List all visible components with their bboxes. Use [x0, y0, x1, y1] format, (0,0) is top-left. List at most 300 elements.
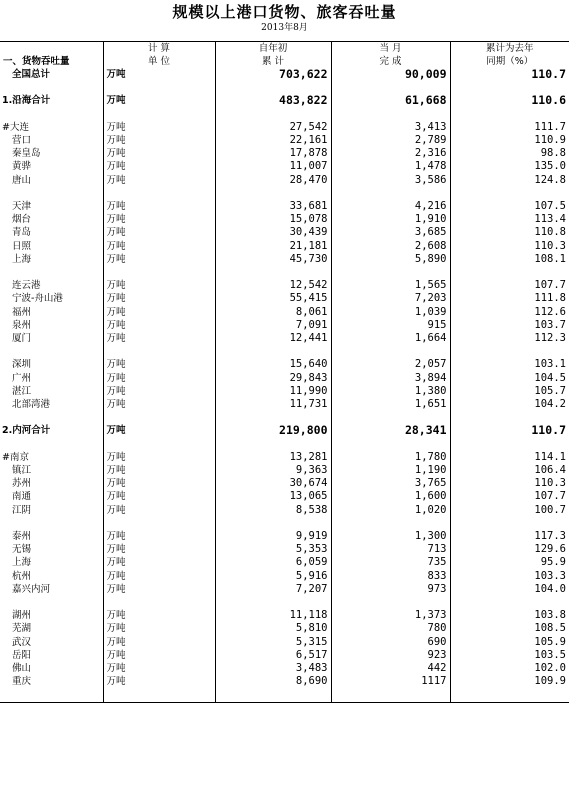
yoy-pct-cell: 114.1 — [450, 451, 569, 464]
ytd-value-cell: 55,415 — [215, 292, 331, 305]
ytd-value-cell: 9,363 — [215, 464, 331, 477]
ytd-value-cell: 6,517 — [215, 649, 331, 662]
yoy-pct-cell: 135.0 — [450, 160, 569, 173]
table-row — [0, 636, 569, 649]
table-row — [0, 147, 569, 160]
month-value-cell: 1,565 — [331, 279, 450, 292]
port-name-cell: 黄骅 — [12, 161, 32, 173]
table-row — [0, 319, 569, 332]
spacer-row — [0, 688, 569, 702]
header-row-top — [0, 42, 569, 56]
port-name-cell: 广州 — [12, 372, 32, 384]
port-name-cell: 镇江 — [12, 464, 32, 476]
yoy-pct-cell: 113.4 — [450, 213, 569, 226]
yoy-pct-cell: 106.4 — [450, 464, 569, 477]
month-value-cell: 1,910 — [331, 213, 450, 226]
unit-cell: 万吨 — [103, 504, 215, 517]
unit-cell: 万吨 — [103, 358, 215, 371]
header-month-top: 当 月 — [331, 42, 450, 56]
header-row-bottom — [0, 55, 569, 68]
empty-cell — [215, 411, 331, 424]
table-row — [0, 583, 569, 596]
month-value-cell: 923 — [331, 649, 450, 662]
empty-cell — [103, 108, 215, 121]
empty-cell — [103, 411, 215, 424]
spacer-row — [0, 108, 569, 121]
ytd-value-cell: 5,353 — [215, 543, 331, 556]
table-row — [0, 464, 569, 477]
table-row — [0, 200, 569, 213]
port-name-cell: 杭州 — [12, 570, 32, 582]
empty-cell — [215, 438, 331, 451]
table-row — [0, 253, 569, 266]
month-value-cell: 7,203 — [331, 292, 450, 305]
unit-cell: 万吨 — [103, 253, 215, 266]
month-value-cell: 4,216 — [331, 200, 450, 213]
unit-cell: 万吨 — [103, 543, 215, 556]
yoy-pct-cell: 108.1 — [450, 253, 569, 266]
yoy-pct-cell: 110.9 — [450, 134, 569, 147]
port-name-cell: 日照 — [12, 240, 32, 252]
unit-cell: 万吨 — [103, 240, 215, 253]
yoy-pct-cell: 111.8 — [450, 292, 569, 305]
port-name-cell: 上海 — [12, 253, 32, 265]
ytd-value-cell: 30,439 — [215, 226, 331, 239]
yoy-pct-cell: 129.6 — [450, 543, 569, 556]
spacer-row — [0, 187, 569, 200]
unit-cell: 万吨 — [103, 530, 215, 543]
empty-cell — [215, 596, 331, 609]
yoy-pct-cell: 102.0 — [450, 662, 569, 675]
page-title: 规模以上港口货物、旅客吞吐量 — [172, 3, 397, 21]
port-name-cell: 青岛 — [12, 227, 32, 239]
ytd-value-cell: 11,731 — [215, 398, 331, 411]
month-value-cell: 3,685 — [331, 226, 450, 239]
port-name-cell: 烟台 — [12, 214, 32, 226]
month-value-cell: 690 — [331, 636, 450, 649]
port-name-cell: 泉州 — [12, 319, 32, 331]
unit-cell: 万吨 — [103, 385, 215, 398]
spacer-row — [0, 411, 569, 424]
table-row — [0, 385, 569, 398]
header-empty — [0, 42, 103, 56]
yoy-pct-cell: 109.9 — [450, 675, 569, 688]
unit-cell: 万吨 — [103, 213, 215, 226]
month-value-cell: 1,664 — [331, 332, 450, 345]
empty-cell — [215, 266, 331, 279]
ytd-value-cell: 483,822 — [215, 94, 331, 107]
yoy-pct-cell: 104.2 — [450, 398, 569, 411]
empty-cell — [103, 438, 215, 451]
table-row — [0, 477, 569, 490]
subtotal-row — [0, 424, 569, 437]
ytd-value-cell: 17,878 — [215, 147, 331, 160]
unit-cell: 万吨 — [103, 636, 215, 649]
ytd-value-cell: 9,919 — [215, 530, 331, 543]
empty-cell — [450, 411, 569, 424]
month-value-cell: 1,190 — [331, 464, 450, 477]
table-row — [0, 398, 569, 411]
table-body — [0, 68, 569, 702]
table-row — [0, 609, 569, 622]
yoy-pct-cell: 103.1 — [450, 358, 569, 371]
port-name-cell: 佛山 — [12, 663, 32, 674]
empty-cell — [450, 688, 569, 702]
port-name-cell: 北部湾港 — [12, 399, 51, 410]
yoy-pct-cell: 98.8 — [450, 147, 569, 160]
unit-cell: 万吨 — [103, 306, 215, 319]
yoy-pct-cell: 107.7 — [450, 279, 569, 292]
unit-cell: 万吨 — [103, 451, 215, 464]
empty-cell — [103, 596, 215, 609]
empty-cell — [0, 438, 103, 451]
port-name-cell: 湖州 — [12, 610, 32, 622]
grand-total-row — [0, 68, 569, 81]
port-name-cell: #南京 — [2, 451, 29, 463]
yoy-pct-cell: 103.8 — [450, 609, 569, 622]
port-name-cell: 营口 — [12, 134, 32, 146]
unit-cell: 万吨 — [103, 675, 215, 688]
port-name-cell: 福州 — [12, 306, 32, 318]
ytd-value-cell: 219,800 — [215, 424, 331, 437]
empty-cell — [331, 411, 450, 424]
empty-cell — [331, 345, 450, 358]
month-value-cell: 2,789 — [331, 134, 450, 147]
empty-cell — [0, 596, 103, 609]
table-row — [0, 160, 569, 173]
table-row — [0, 332, 569, 345]
yoy-pct-cell: 103.7 — [450, 319, 569, 332]
header-unit-top: 计 算 — [103, 42, 215, 56]
month-value-cell: 28,341 — [331, 424, 450, 437]
yoy-pct-cell: 112.3 — [450, 332, 569, 345]
ytd-value-cell: 15,078 — [215, 213, 331, 226]
table-row — [0, 134, 569, 147]
month-value-cell: 735 — [331, 556, 450, 569]
ytd-value-cell: 15,640 — [215, 358, 331, 371]
month-value-cell: 973 — [331, 583, 450, 596]
unit-cell: 万吨 — [103, 94, 215, 107]
month-value-cell: 1,478 — [331, 160, 450, 173]
header-month-bottom: 完 成 — [331, 55, 450, 68]
empty-cell — [331, 438, 450, 451]
port-name-cell: 2.内河合计 — [2, 425, 51, 437]
table-row — [0, 213, 569, 226]
yoy-pct-cell: 95.9 — [450, 556, 569, 569]
ytd-value-cell: 29,843 — [215, 372, 331, 385]
throughput-table — [0, 41, 569, 703]
empty-cell — [215, 345, 331, 358]
ytd-value-cell: 7,207 — [215, 583, 331, 596]
ytd-value-cell: 703,622 — [215, 68, 331, 81]
unit-cell: 万吨 — [103, 160, 215, 173]
table-row — [0, 662, 569, 675]
table-row — [0, 556, 569, 569]
ytd-value-cell: 8,690 — [215, 675, 331, 688]
ytd-value-cell: 28,470 — [215, 174, 331, 187]
ytd-value-cell: 5,916 — [215, 570, 331, 583]
month-value-cell: 61,668 — [331, 94, 450, 107]
empty-cell — [103, 266, 215, 279]
yoy-pct-cell: 103.5 — [450, 649, 569, 662]
empty-cell — [450, 517, 569, 530]
port-name-cell: 上海 — [12, 557, 32, 569]
ytd-value-cell: 8,061 — [215, 306, 331, 319]
yoy-pct-cell: 110.7 — [450, 68, 569, 81]
yoy-pct-cell: 107.5 — [450, 200, 569, 213]
empty-cell — [103, 81, 215, 94]
empty-cell — [450, 266, 569, 279]
spacer-row — [0, 81, 569, 94]
month-value-cell: 833 — [331, 570, 450, 583]
ytd-value-cell: 45,730 — [215, 253, 331, 266]
unit-cell: 万吨 — [103, 622, 215, 635]
spacer-row — [0, 438, 569, 451]
port-name-cell: #大连 — [2, 121, 29, 133]
yoy-pct-cell: 110.7 — [450, 424, 569, 437]
port-name-cell: 1.沿海合计 — [2, 95, 51, 107]
unit-cell: 万吨 — [103, 174, 215, 187]
month-value-cell: 2,057 — [331, 358, 450, 371]
port-name-cell: 苏州 — [12, 478, 32, 490]
empty-cell — [331, 596, 450, 609]
empty-cell — [0, 81, 103, 94]
ytd-value-cell: 12,441 — [215, 332, 331, 345]
yoy-pct-cell: 104.5 — [450, 372, 569, 385]
ytd-value-cell: 11,118 — [215, 609, 331, 622]
table-row — [0, 649, 569, 662]
empty-cell — [331, 108, 450, 121]
yoy-pct-cell: 105.9 — [450, 636, 569, 649]
table-row — [0, 226, 569, 239]
table-row — [0, 570, 569, 583]
yoy-pct-cell: 103.3 — [450, 570, 569, 583]
table-row — [0, 358, 569, 371]
unit-cell: 万吨 — [103, 649, 215, 662]
unit-cell: 万吨 — [103, 200, 215, 213]
month-value-cell: 3,586 — [331, 174, 450, 187]
empty-cell — [450, 438, 569, 451]
table-row — [0, 292, 569, 305]
port-name-cell: 泰州 — [12, 530, 32, 542]
empty-cell — [103, 688, 215, 702]
month-value-cell: 3,894 — [331, 372, 450, 385]
month-value-cell: 1117 — [331, 675, 450, 688]
table-row — [0, 530, 569, 543]
yoy-pct-cell: 110.3 — [450, 240, 569, 253]
ytd-value-cell: 11,007 — [215, 160, 331, 173]
yoy-pct-cell: 100.7 — [450, 504, 569, 517]
yoy-pct-cell: 112.6 — [450, 306, 569, 319]
table-row — [0, 240, 569, 253]
header-ytd-bottom: 累 计 — [215, 55, 331, 68]
unit-cell: 万吨 — [103, 570, 215, 583]
table-row — [0, 306, 569, 319]
unit-cell: 万吨 — [103, 332, 215, 345]
unit-cell: 万吨 — [103, 134, 215, 147]
table-row — [0, 543, 569, 556]
port-name-cell: 岳阳 — [12, 649, 32, 661]
table-row — [0, 504, 569, 517]
port-name-cell: 南通 — [12, 491, 32, 503]
month-value-cell: 1,020 — [331, 504, 450, 517]
spacer-row — [0, 345, 569, 358]
port-name-cell: 武汉 — [12, 636, 32, 648]
yoy-pct-cell: 124.8 — [450, 174, 569, 187]
unit-cell: 万吨 — [103, 68, 215, 81]
ytd-value-cell: 7,091 — [215, 319, 331, 332]
empty-cell — [331, 187, 450, 200]
header-ytd-top: 自年初 — [215, 42, 331, 56]
empty-cell — [0, 345, 103, 358]
table-row — [0, 490, 569, 503]
month-value-cell: 2,316 — [331, 147, 450, 160]
empty-cell — [331, 266, 450, 279]
port-name-cell: 秦皇岛 — [12, 148, 41, 160]
empty-cell — [450, 596, 569, 609]
empty-cell — [450, 108, 569, 121]
month-value-cell: 3,413 — [331, 121, 450, 134]
ytd-value-cell: 12,542 — [215, 279, 331, 292]
subtotal-row — [0, 94, 569, 107]
month-value-cell: 90,009 — [331, 68, 450, 81]
unit-cell: 万吨 — [103, 121, 215, 134]
month-value-cell: 915 — [331, 319, 450, 332]
unit-cell: 万吨 — [103, 477, 215, 490]
empty-cell — [331, 81, 450, 94]
empty-cell — [450, 187, 569, 200]
table-row — [0, 174, 569, 187]
ytd-value-cell: 11,990 — [215, 385, 331, 398]
unit-cell: 万吨 — [103, 319, 215, 332]
yoy-pct-cell: 108.5 — [450, 622, 569, 635]
unit-cell: 万吨 — [103, 609, 215, 622]
month-value-cell: 1,039 — [331, 306, 450, 319]
ytd-value-cell: 13,281 — [215, 451, 331, 464]
empty-cell — [0, 108, 103, 121]
empty-cell — [103, 187, 215, 200]
port-name-cell: 连云港 — [12, 280, 41, 292]
month-value-cell: 1,600 — [331, 490, 450, 503]
empty-cell — [0, 517, 103, 530]
unit-cell: 万吨 — [103, 464, 215, 477]
month-value-cell: 1,300 — [331, 530, 450, 543]
table-row — [0, 622, 569, 635]
report-period: 2013年8月 — [261, 23, 308, 33]
ytd-value-cell: 6,059 — [215, 556, 331, 569]
empty-cell — [331, 517, 450, 530]
empty-cell — [0, 266, 103, 279]
empty-cell — [450, 81, 569, 94]
empty-cell — [215, 81, 331, 94]
ytd-value-cell: 3,483 — [215, 662, 331, 675]
empty-cell — [103, 517, 215, 530]
header-pct-bottom: 同期（%） — [450, 55, 569, 68]
table-row — [0, 121, 569, 134]
empty-cell — [103, 345, 215, 358]
month-value-cell: 1,780 — [331, 451, 450, 464]
unit-cell: 万吨 — [103, 147, 215, 160]
table-row — [0, 675, 569, 688]
unit-cell: 万吨 — [103, 556, 215, 569]
empty-cell — [215, 187, 331, 200]
ytd-value-cell: 8,538 — [215, 504, 331, 517]
unit-cell: 万吨 — [103, 279, 215, 292]
month-value-cell: 1,380 — [331, 385, 450, 398]
unit-cell: 万吨 — [103, 372, 215, 385]
yoy-pct-cell: 117.3 — [450, 530, 569, 543]
spacer-row — [0, 266, 569, 279]
port-name-cell: 全国总计 — [12, 69, 51, 80]
spacer-row — [0, 517, 569, 530]
empty-cell — [215, 688, 331, 702]
yoy-pct-cell: 105.7 — [450, 385, 569, 398]
ytd-value-cell: 21,181 — [215, 240, 331, 253]
port-name-cell: 重庆 — [12, 676, 32, 688]
port-name-cell: 深圳 — [12, 359, 32, 371]
unit-cell: 万吨 — [103, 292, 215, 305]
ytd-value-cell: 33,681 — [215, 200, 331, 213]
header-pct-top: 累计为去年 — [450, 42, 569, 56]
yoy-pct-cell: 104.0 — [450, 583, 569, 596]
empty-cell — [450, 345, 569, 358]
port-name-cell: 宁波-舟山港 — [12, 293, 63, 305]
empty-cell — [215, 108, 331, 121]
month-value-cell: 1,373 — [331, 609, 450, 622]
ytd-value-cell: 27,542 — [215, 121, 331, 134]
section-label: 一、货物吞吐量 — [3, 56, 70, 67]
port-name-cell: 嘉兴内河 — [12, 583, 51, 595]
yoy-pct-cell: 111.7 — [450, 121, 569, 134]
port-name-cell: 唐山 — [12, 174, 32, 186]
month-value-cell: 713 — [331, 543, 450, 556]
month-value-cell: 442 — [331, 662, 450, 675]
table-row — [0, 372, 569, 385]
ytd-value-cell: 30,674 — [215, 477, 331, 490]
month-value-cell: 2,608 — [331, 240, 450, 253]
month-value-cell: 780 — [331, 622, 450, 635]
ytd-value-cell: 5,315 — [215, 636, 331, 649]
ytd-value-cell: 5,810 — [215, 622, 331, 635]
port-name-cell: 江阴 — [12, 504, 32, 516]
yoy-pct-cell: 110.8 — [450, 226, 569, 239]
port-name-cell: 芜湖 — [12, 623, 32, 635]
yoy-pct-cell: 110.6 — [450, 94, 569, 107]
empty-cell — [0, 688, 103, 702]
empty-cell — [0, 187, 103, 200]
unit-cell: 万吨 — [103, 583, 215, 596]
empty-cell — [0, 411, 103, 424]
unit-cell: 万吨 — [103, 424, 215, 437]
month-value-cell: 1,651 — [331, 398, 450, 411]
unit-cell: 万吨 — [103, 398, 215, 411]
port-name-cell: 厦门 — [12, 333, 32, 344]
ytd-value-cell: 13,065 — [215, 490, 331, 503]
unit-cell: 万吨 — [103, 662, 215, 675]
month-value-cell: 3,765 — [331, 477, 450, 490]
port-name-cell: 湛江 — [12, 385, 32, 397]
yoy-pct-cell: 107.7 — [450, 490, 569, 503]
empty-cell — [331, 688, 450, 702]
unit-cell: 万吨 — [103, 490, 215, 503]
spacer-row — [0, 596, 569, 609]
header-unit-bottom: 单 位 — [103, 55, 215, 68]
unit-cell: 万吨 — [103, 226, 215, 239]
port-name-cell: 无锡 — [12, 544, 32, 556]
port-name-cell: 天津 — [12, 200, 32, 212]
ytd-value-cell: 22,161 — [215, 134, 331, 147]
month-value-cell: 5,890 — [331, 253, 450, 266]
